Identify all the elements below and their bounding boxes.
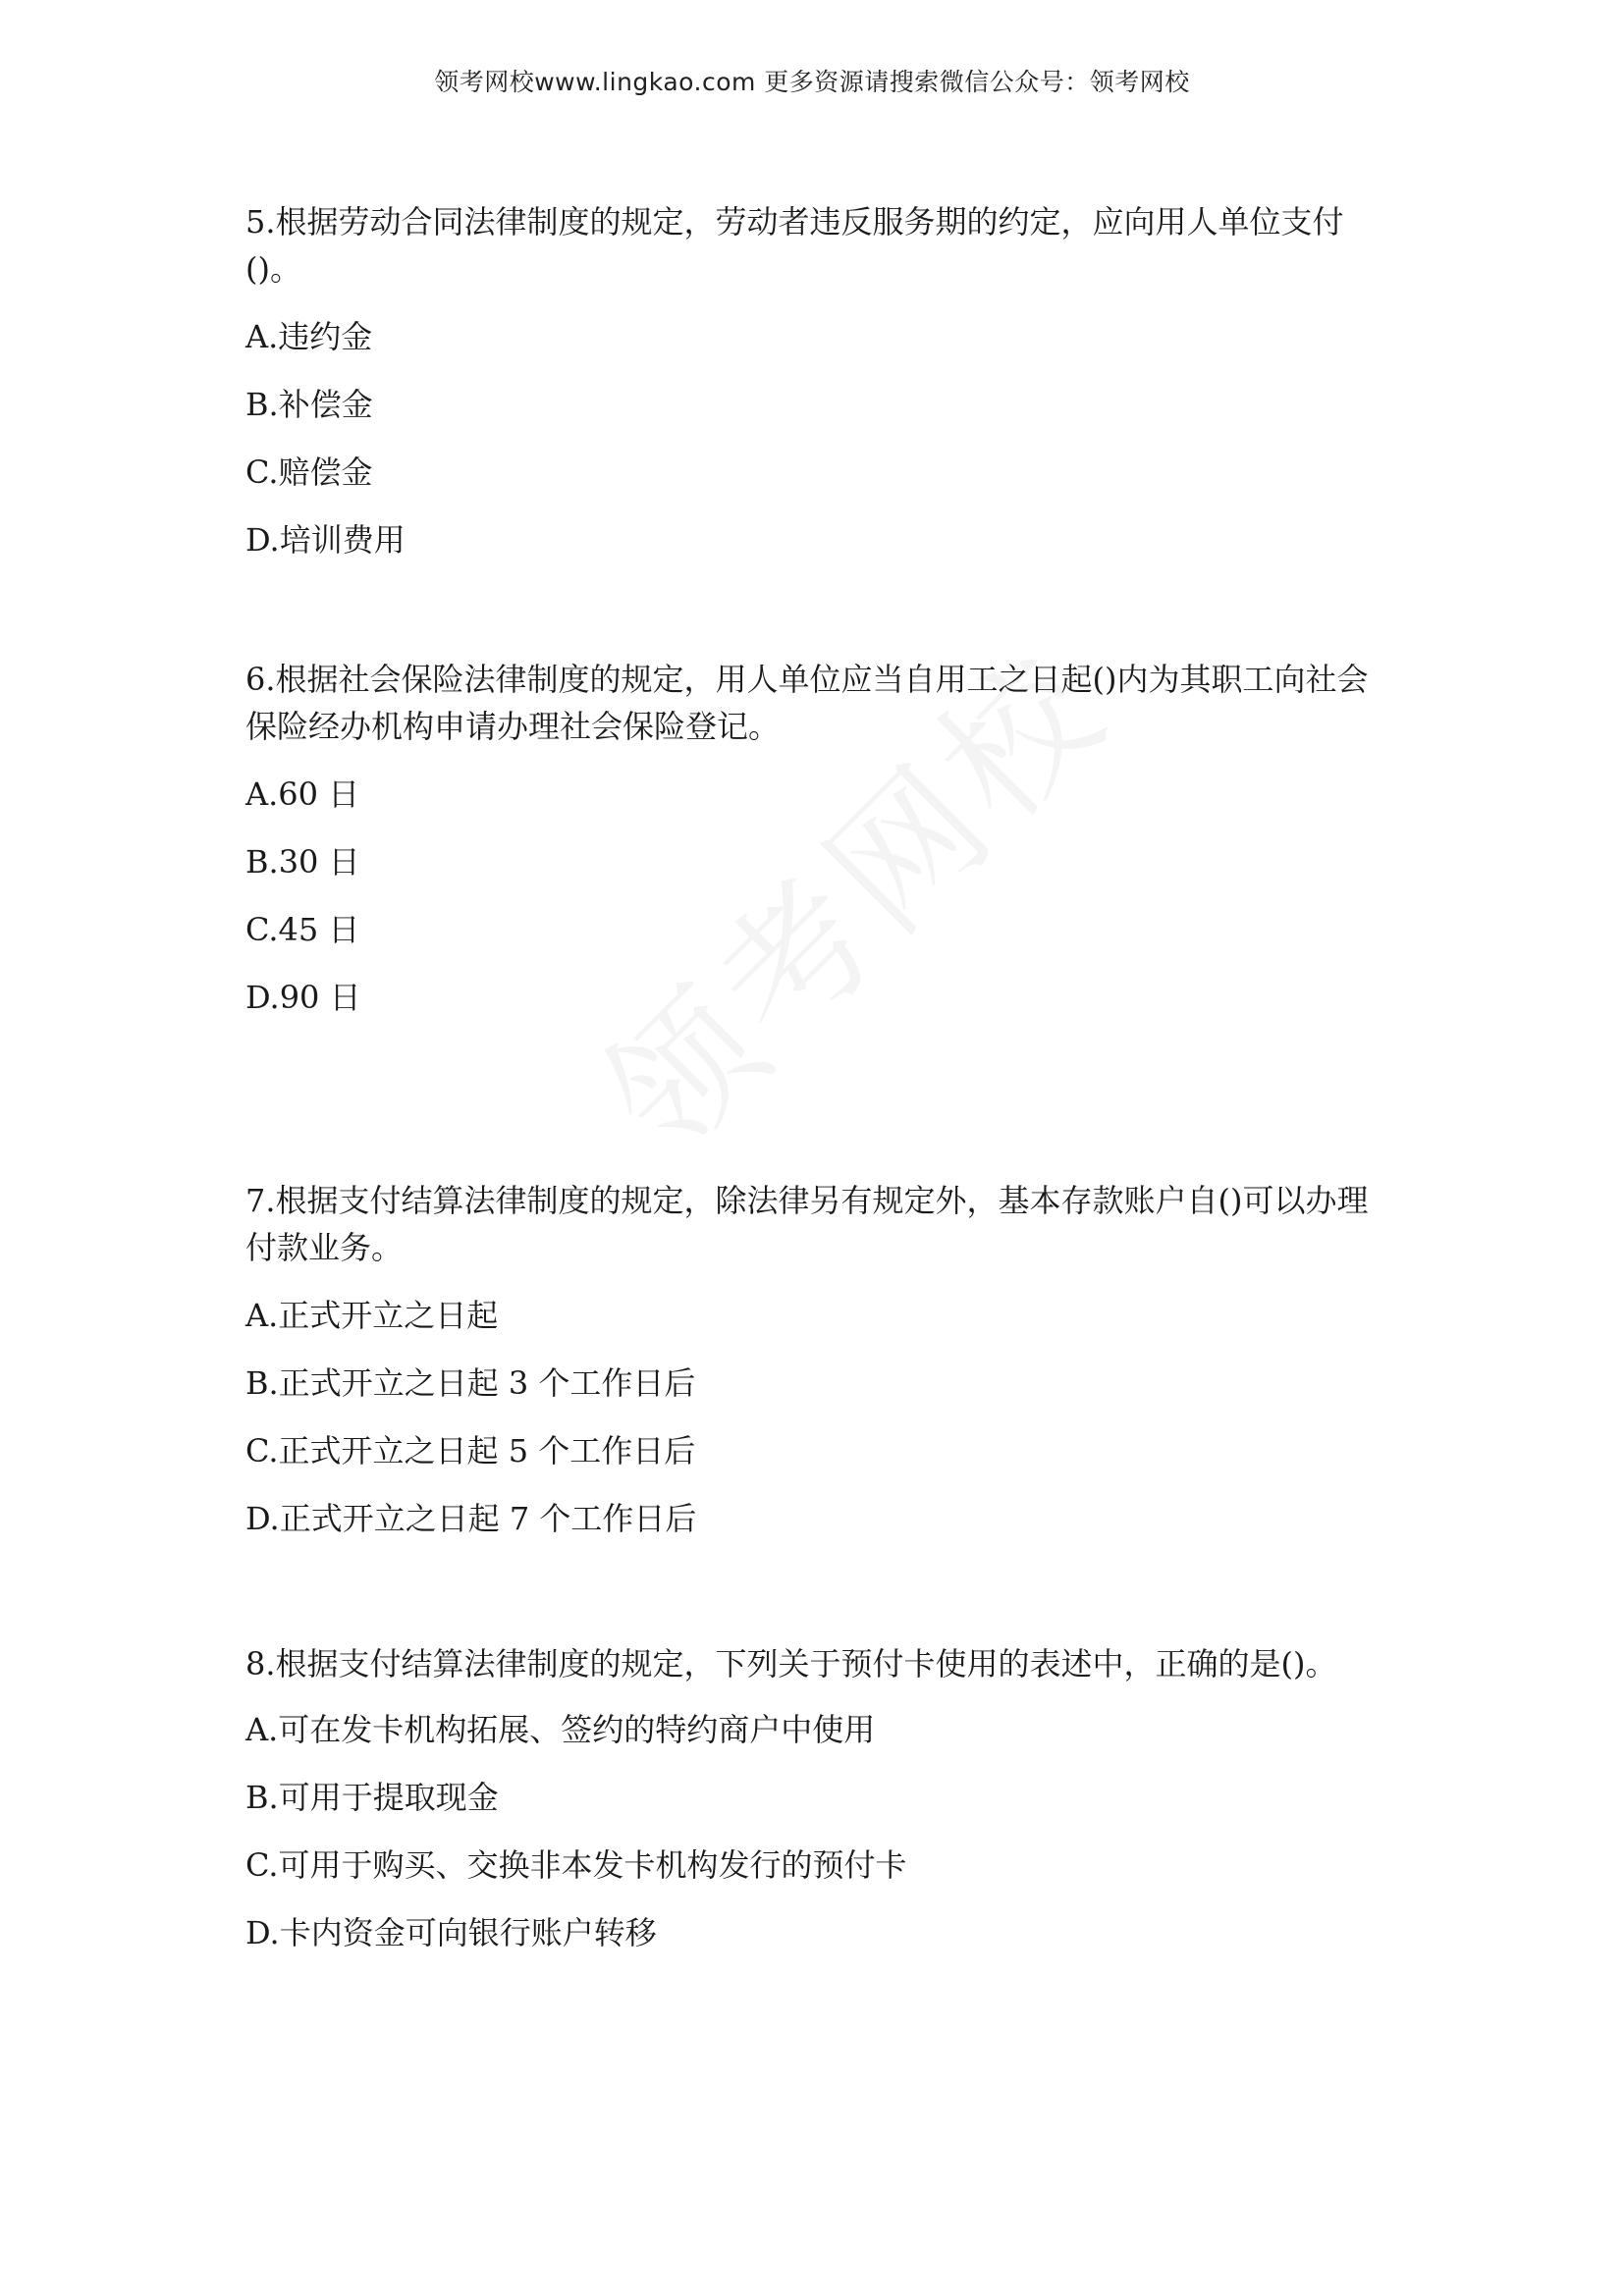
option-list [245,1292,1394,1542]
option-a: A.60 日 [245,775,360,813]
question-text: 7.根据支付结算法律制度的规定，除法律另有规定外，基本存款账户自()可以办理付款业务。 [245,1182,1369,1266]
option-c: C.可用于购买、交换非本发卡机构发行的预付卡 [245,1846,907,1884]
option-d: D.90 日 [245,979,361,1016]
question-6 [245,656,1394,1021]
option-b: B.30 日 [245,843,360,881]
option-a: A.违约金 [245,318,373,355]
option-d: D.卡内资金可向银行账户转移 [245,1914,657,1951]
option-list [245,1706,1394,1956]
question-text: 8.根据支付结算法律制度的规定，下列关于预付卡使用的表述中，正确的是()。 [245,1645,1337,1682]
option-b: B.正式开立之日起 3 个工作日后 [245,1364,696,1402]
option-d: D.培训费用 [245,521,406,559]
option-a: A.可在发卡机构拓展、签约的特约商户中使用 [245,1711,876,1748]
option-c: C.45 日 [245,911,360,948]
question-7 [245,1177,1394,1542]
option-a: A.正式开立之日起 [245,1297,499,1334]
question-text: 6.根据社会保险法律制度的规定，用人单位应当自用工之日起()内为其职工向社会保险经办机构申请办理社会保险登记。 [245,661,1369,745]
option-d: D.正式开立之日起 7 个工作日后 [245,1500,697,1537]
option-b: B.补偿金 [245,386,373,423]
page-header: 领考网校www.lingkao.com 更多资源请搜索微信公众号：领考网校 [434,68,1190,96]
question-text: 5.根据劳动合同法律制度的规定，劳动者违反服务期的约定，应向用人单位支付()。 [245,203,1344,288]
option-b: B.可用于提取现金 [245,1779,499,1816]
question-5 [245,198,1394,563]
option-c: C.赔偿金 [245,454,373,491]
option-c: C.正式开立之日起 5 个工作日后 [245,1432,696,1469]
option-list [245,313,1394,563]
question-8 [245,1640,1394,1956]
option-list [245,771,1394,1021]
